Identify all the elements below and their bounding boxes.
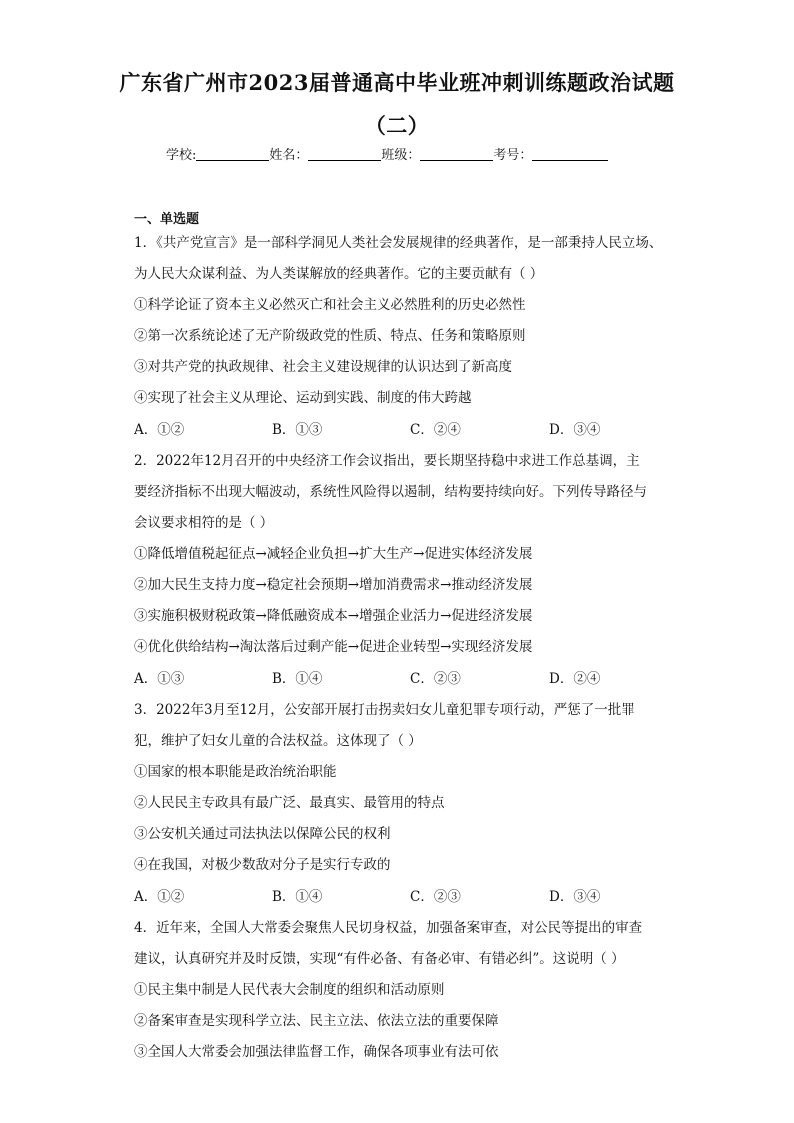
question-3-option-a[interactable]: A．①② <box>134 889 185 905</box>
question-2-statement-3: ③实施积极财税政策→降低融资成本→增强企业活力→促进经济发展 <box>134 608 533 624</box>
question-4-stem-line-2: 建议，认真研究并及时反馈，实现“有件必备、有备必审、有错必纠”。这说明（ ） <box>134 951 625 967</box>
name-label: 姓名： <box>269 148 309 163</box>
name-blank[interactable] <box>308 148 381 161</box>
question-2-statement-2: ②加大民生支持力度→稳定社会预期→增加消费需求→推动经济发展 <box>134 577 533 593</box>
question-2-option-d[interactable]: D．②④ <box>549 671 601 687</box>
exam-title: 广东省广州市2023届普通高中毕业班冲刺训练题政治试题 <box>119 70 675 95</box>
question-2-option-a[interactable]: A．①③ <box>134 671 185 687</box>
school-blank[interactable] <box>196 148 269 161</box>
number-blank[interactable] <box>532 148 608 161</box>
number-label: 考号： <box>493 148 533 163</box>
question-3-option-c[interactable]: C．②③ <box>410 889 461 905</box>
question-3-statement-1: ①国家的根本职能是政治统治职能 <box>134 764 337 780</box>
question-3-statement-2: ②人民民主专政具有最广泛、最真实、最管用的特点 <box>134 795 445 811</box>
question-3-statement-3: ③公安机关通过司法执法以保障公民的权利 <box>134 826 391 842</box>
exam-subtitle: （二） <box>364 113 430 138</box>
question-1-stem-line-1: 1．《共产党宣言》是一部科学洞见人类社会发展规律的经典著作，是一部秉持人民立场、 <box>134 235 663 251</box>
question-1-stem-line-2: 为人民大众谋利益、为人类谋解放的经典著作。它的主要贡献有（ ） <box>134 266 544 282</box>
class-label: 班级： <box>381 148 421 163</box>
school-label: 学校: <box>166 148 197 163</box>
question-4-statement-1: ①民主集中制是人民代表大会制度的组织和活动原则 <box>134 982 445 998</box>
question-2-option-b[interactable]: B．①④ <box>272 671 323 687</box>
question-1-option-c[interactable]: C．②④ <box>410 422 461 438</box>
question-1-option-b[interactable]: B．①③ <box>272 422 323 438</box>
question-1-statement-1: ①科学论证了资本主义必然灭亡和社会主义必然胜利的历史必然性 <box>134 297 526 313</box>
student-info-row <box>166 144 608 163</box>
question-4-statement-2: ②备案审查是实现科学立法、民主立法、依法立法的重要保障 <box>134 1013 499 1029</box>
question-4-statement-3: ③全国人大常委会加强法律监督工作，确保各项事业有法可依 <box>134 1044 499 1060</box>
class-blank[interactable] <box>420 148 493 161</box>
question-2-stem-line-3: 会议要求相符的是（ ） <box>134 515 274 531</box>
question-3-statement-4: ④在我国，对极少数敌对分子是实行专政的 <box>134 857 391 873</box>
question-1-statement-4: ④实现了社会主义从理论、运动到实践、制度的伟大跨越 <box>134 390 472 406</box>
question-3-stem-line-1: 3．2022年3月至12月，公安部开展打击拐卖妇女儿童犯罪专项行动，严惩了一批罪 <box>134 702 635 718</box>
question-3-option-b[interactable]: B．①④ <box>272 889 323 905</box>
question-3-option-d[interactable]: D．③④ <box>549 889 601 905</box>
question-2-stem-line-2: 要经济指标不出现大幅波动，系统性风险得以遏制，结构要持续向好。下列传导路径与 <box>134 484 647 500</box>
question-1-statement-2: ②第一次系统论述了无产阶级政党的性质、特点、任务和策略原则 <box>134 328 526 344</box>
question-1-option-a[interactable]: A．①② <box>134 422 185 438</box>
question-2-option-c[interactable]: C．②③ <box>410 671 461 687</box>
question-1-option-d[interactable]: D．③④ <box>549 422 601 438</box>
question-2-statement-1: ①降低增值税起征点→减轻企业负担→扩大生产→促进实体经济发展 <box>134 546 533 562</box>
question-2-stem-line-1: 2．2022年12月召开的中央经济工作会议指出，要长期坚持稳中求进工作总基调，主 <box>134 453 640 469</box>
section-title: 一、单选题 <box>134 212 200 227</box>
question-3-stem-line-2: 犯，维护了妇女儿童的合法权益。这体现了（ ） <box>134 733 422 749</box>
question-2-statement-4: ④优化供给结构→淘汰落后过剩产能→促进企业转型→实现经济发展 <box>134 639 533 655</box>
question-4-stem-line-1: 4．近年来，全国人大常委会聚焦人民切身权益，加强备案审查，对公民等提出的审查 <box>134 920 643 936</box>
question-1-statement-3: ③对共产党的执政规律、社会主义建设规律的认识达到了新高度 <box>134 359 512 375</box>
